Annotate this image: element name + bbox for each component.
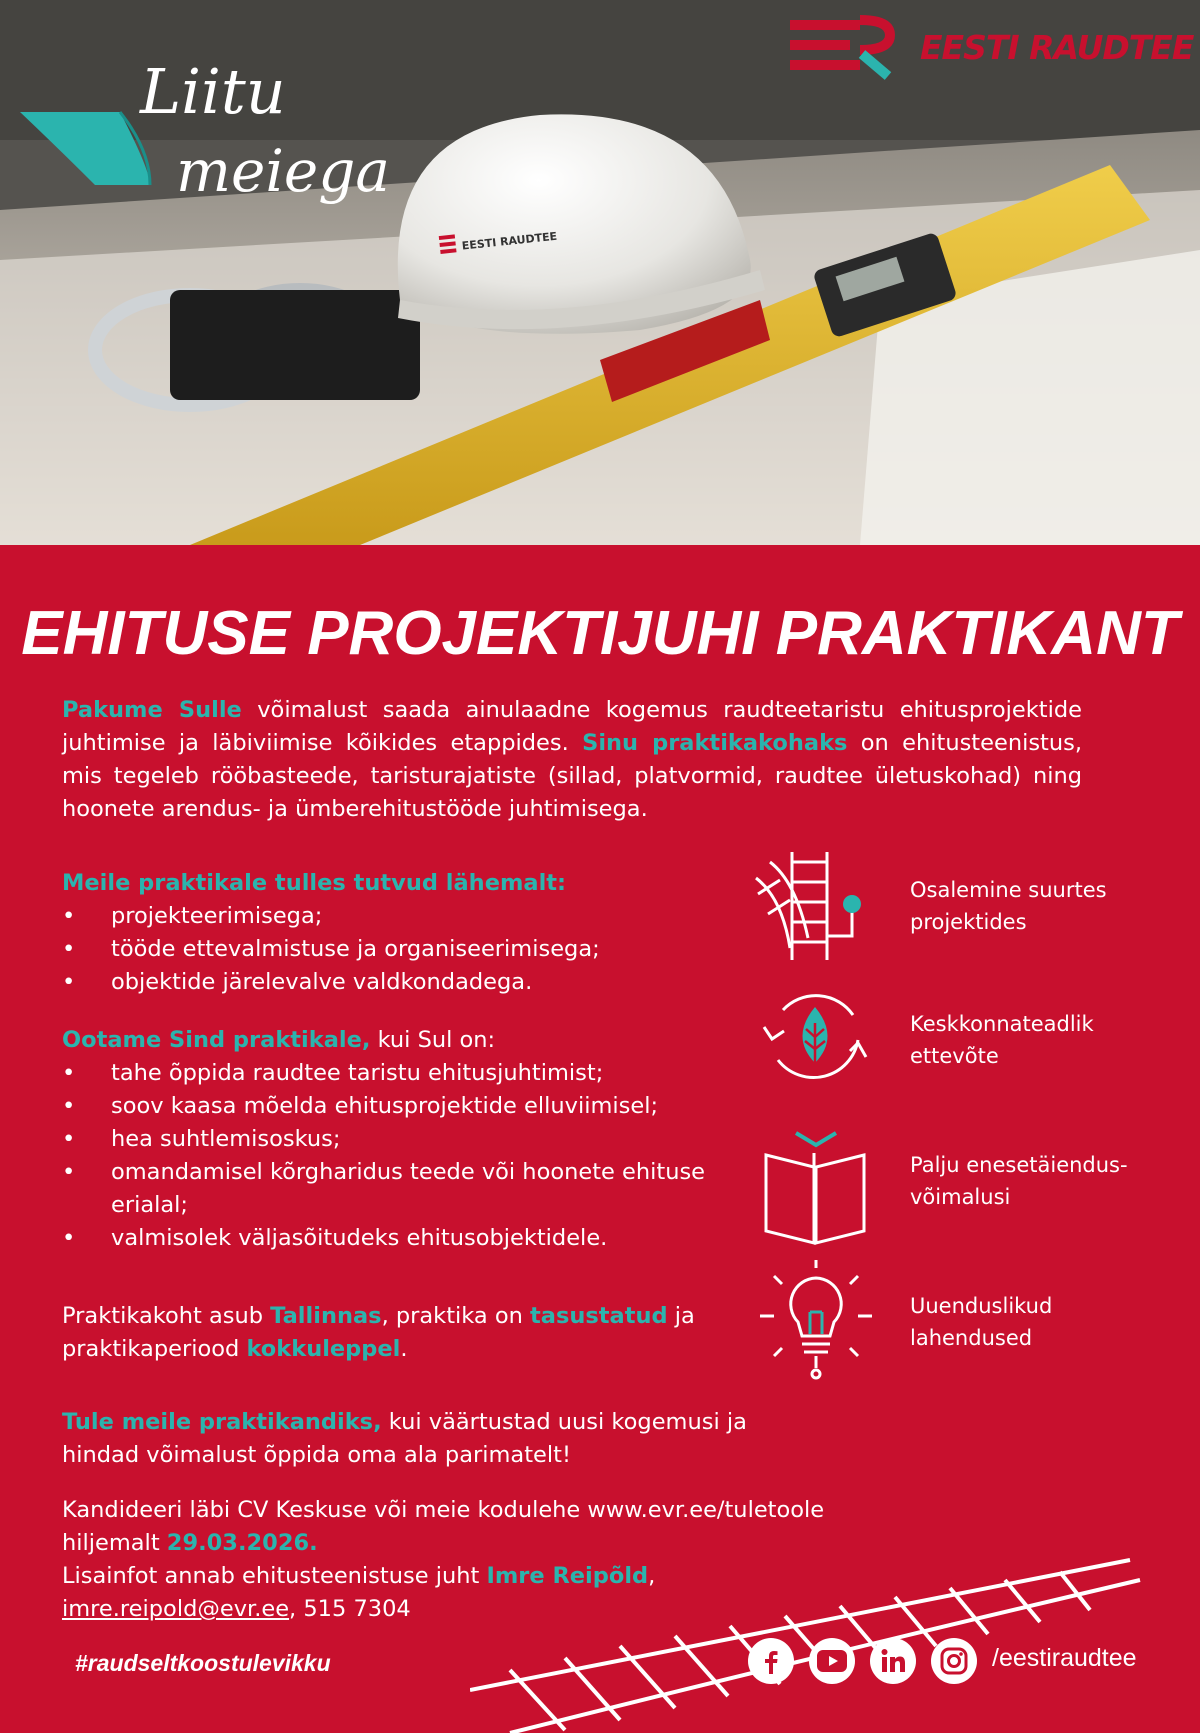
- invite-line: hindad võimalust õppida oma ala parimatelt!: [62, 1442, 571, 1468]
- heading-highlight: Ootame Sind praktikale,: [62, 1027, 371, 1053]
- apply-text: Lisainfot annab ehitusteenistuse juht: [62, 1563, 487, 1589]
- heading-rest: kui Sul on:: [370, 1027, 496, 1053]
- slogan-line-1: Liitu: [140, 55, 286, 128]
- section-learn: [62, 867, 762, 999]
- contact-phone: , 515 7304: [289, 1596, 411, 1622]
- feature-text: projektides: [910, 910, 1027, 934]
- social-links: [748, 1638, 977, 1684]
- railway-track-graphic: [470, 1540, 1150, 1733]
- intro-line: [62, 727, 1082, 760]
- apply-text: hiljemalt: [62, 1530, 167, 1556]
- helmet-logo-text: EESTI RAUDTEE: [461, 229, 558, 253]
- invite-line: kui väärtustad uusi kogemusi ja: [381, 1409, 747, 1435]
- feature-text: lahendused: [910, 1326, 1033, 1350]
- feature-text: Uuenduslikud: [910, 1294, 1053, 1318]
- intro-line: mis tegeleb rööbasteede, taristurajatiste (sillad, platvormid, raudtee ületuskohad) ning: [62, 763, 1082, 789]
- feature-text: Keskkonnateadlik: [910, 1012, 1094, 1036]
- location-info: [62, 1300, 762, 1366]
- linkedin-icon[interactable]: [870, 1638, 916, 1684]
- railway-track-icon: [752, 848, 872, 963]
- section-learn-list: [62, 900, 762, 999]
- location-paid: tasustatud: [530, 1303, 668, 1329]
- open-book-icon: [764, 1125, 869, 1245]
- facebook-icon[interactable]: [748, 1638, 794, 1684]
- list-item: • soov kaasa mõelda ehitusprojektide elluviimisel;: [62, 1090, 762, 1123]
- slogan: [140, 55, 400, 255]
- instagram-icon[interactable]: [931, 1638, 977, 1684]
- list-item: • projekteerimisega;: [62, 900, 762, 933]
- feature-3: [910, 1149, 1160, 1213]
- location-text: Praktikakoht asub: [62, 1303, 271, 1329]
- feature-4: [910, 1290, 1160, 1354]
- list-item: • omandamisel kõrgharidus teede või hoonete ehituse erialal;: [62, 1156, 762, 1222]
- intro-text: on ehitusteenistus,: [847, 730, 1083, 756]
- lightbulb-icon: [756, 1258, 876, 1383]
- intro-line: hoonete arendus- ja ümberehitustööde juhtimisega.: [62, 796, 648, 822]
- brand-logo: [790, 14, 1194, 84]
- apply-line: Kandideeri läbi CV Keskuse või meie kodulehe www.evr.ee/tuletoole: [62, 1497, 825, 1523]
- hashtag: #raudseltkoostulevikku: [75, 1650, 331, 1676]
- list-item: • hea suhtlemisoskus;: [62, 1123, 762, 1156]
- list-item: • objektide järelevalve valdkondadega.: [62, 966, 762, 999]
- section-learn-heading: Meile praktikale tulles tutvud lähemalt:: [62, 870, 567, 896]
- feature-text: ettevõte: [910, 1044, 999, 1068]
- feature-text: võimalusi: [910, 1185, 1011, 1209]
- apply-text: ,: [648, 1563, 656, 1589]
- list-item: • tahe õppida raudtee taristu ehitusjuhtimist;: [62, 1057, 762, 1090]
- feature-text: Osalemine suurtes: [910, 878, 1107, 902]
- section-requirements-heading: [62, 1024, 762, 1057]
- location-text: praktikaperiood: [62, 1336, 247, 1362]
- section-requirements-list: [62, 1057, 762, 1255]
- eco-leaf-cycle-icon: [758, 985, 873, 1090]
- intro-line: [62, 694, 1082, 727]
- social-handle[interactable]: /eestiraudtee: [992, 1644, 1137, 1672]
- intro-highlight: Sinu praktikakohaks: [582, 730, 848, 756]
- intro-paragraph: [62, 694, 1082, 826]
- location-city: Tallinnas: [270, 1303, 382, 1329]
- list-item: • valmisolek väljasõitudeks ehitusobjektidele.: [62, 1222, 762, 1255]
- contact-email-link[interactable]: imre.reipold@evr.ee: [62, 1596, 290, 1622]
- apply-deadline: 29.03.2026.: [166, 1530, 318, 1556]
- list-item: • tööde ettevalmistuse ja organiseerimisega;: [62, 933, 762, 966]
- intro-text: võimalust saada ainulaadne kogemus raudteetaristu ehitusprojektide: [241, 697, 1082, 723]
- youtube-icon[interactable]: [809, 1638, 855, 1684]
- invite-text: [62, 1406, 802, 1472]
- intro-text: juhtimise ja läbiviimise kõikides etappides.: [62, 730, 583, 756]
- eesti-raudtee-logo-icon: [790, 14, 900, 84]
- invite-highlight: Tule meile praktikandiks,: [62, 1409, 382, 1435]
- job-title: EHITUSE PROJEKTIJUHI PRAKTIKANT: [21, 599, 1179, 668]
- feature-text: Palju enesetäiendus-: [910, 1153, 1128, 1177]
- brand-name: EESTI RAUDTEE: [920, 28, 1194, 67]
- slogan-line-2: meiega: [176, 137, 390, 205]
- feature-1: [910, 874, 1160, 938]
- section-requirements: [62, 1024, 762, 1255]
- location-period: kokkuleppel: [246, 1336, 401, 1362]
- hero-photo: [0, 0, 1200, 545]
- feature-2: [910, 1008, 1160, 1072]
- location-text: , praktika on: [381, 1303, 531, 1329]
- location-text: ja: [667, 1303, 695, 1329]
- contact-name: Imre Reipõld: [486, 1563, 649, 1589]
- location-text: .: [400, 1336, 408, 1362]
- intro-highlight: Pakume Sulle: [62, 697, 242, 723]
